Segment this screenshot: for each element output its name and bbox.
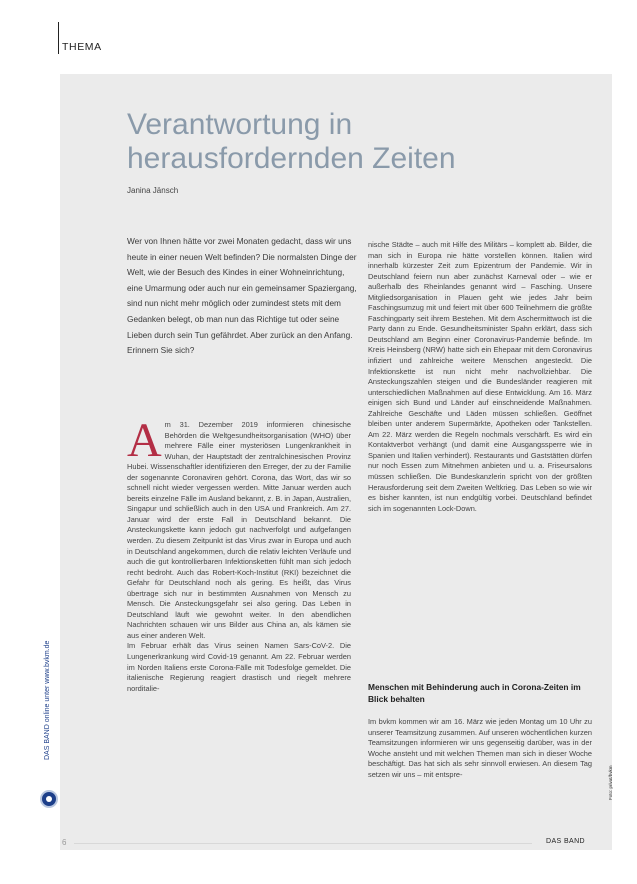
body-paragraph: [127, 414, 351, 641]
body-column-left: [127, 414, 351, 694]
subheading: Menschen mit Behinderung auch in Corona-Zeiten im Blick behalten: [368, 682, 581, 704]
section-label: THEMA: [62, 41, 102, 53]
footer-rule: [74, 843, 532, 844]
online-promo-text: DAS BAND online unter www.bvkm.de: [44, 640, 51, 760]
mouse-icon: [40, 790, 58, 808]
drop-cap: A: [127, 414, 162, 467]
intro-paragraph: Wer von Ihnen hätte vor zwei Monaten gedacht, dass wir uns heute in einer neuen Welt befinden? Die normalsten Dinge der Welt, wie der Besuch des Kindes in einer Wohneinrichtung, eine Umarmung oder auch nur ein gemeinsamer Spaziergang, sind nun nicht mehr möglich oder zumindest stets mit dem Gedanken belegt, ob man nun das Richtige tut oder seine Lieben durch sein Tun gefährdet. Aber zurück an den Anfang. Erinnern Sie sich?: [127, 236, 357, 356]
body-text: m 31. Dezember 2019 informieren chinesische Behörden die Weltgesundheitsorganisation (WHO) über mehrere Fälle einer mysteriösen Lungenkrankheit in Wuhan, der Hauptstadt der zentralchinesischen Provinz Hubei. Wissenschaftler identifizieren den Erreger, der zu der Familie der sogenannte Coronaviren gehört. Corona, das Wort, das wir so schnell nicht wieder vergessen werden. Mitte Januar werden auch bereits einzelne Fälle im Ausland bekannt, z. B. in Japan, Australien, Singapur und schließlich auch in den USA und Frankreich. Am 27. Januar wird der erste Fall in Deutschland bekannt. Die Ansteckungskette kann jedoch gut nachverfolgt und aufgefangen werden. Zu diesem Zeitpunkt ist das Virus zwar in Europa und auch in Deutschland angekommen, durch die relativ leichten Verläufe und auch die gut kontrollierbaren Infektionsketten fühlt man sich jedoch recht bedroht. Auch das Robert-Koch-Institut (RKI) bezeichnet die Gefahr für Deutschland noch als gering. Es heißt, das Virus übertrage sich nur in bestimmten Ausnahmen von Mensch zu Mensch. Die Ansteckungsgefahr sei also gering. Das Leben in Deutschland läuft wie gewohnt weiter. In den abendlichen Nachrichten schauen wir uns Bilder aus China an, als kämen sie aus einer anderen Welt.: [127, 420, 351, 640]
page-number: 6: [62, 838, 67, 847]
article-title: [127, 108, 597, 176]
title-line-2: herausfordernden Zeiten: [127, 142, 456, 175]
magazine-name: DAS BAND: [546, 838, 585, 845]
intro-text: [127, 234, 359, 359]
header-rule: [58, 22, 59, 54]
body-column-right-continued: [368, 717, 592, 780]
author: Janina Jänsch: [127, 186, 179, 195]
title-line-1: Verantwortung in: [127, 108, 353, 141]
photo-credit: Foto: privat/bvkm: [608, 765, 613, 800]
body-column-right: [368, 240, 592, 514]
body-paragraph: nische Städte – auch mit Hilfe des Militärs – komplett ab. Bilder, die man sich in Europa nie hätte vorstellen können. Italien wird innerhalb kürzester Zeit zum Epizentrum der Pandemie. Wir in Deutschland feiern nun aber zunächst Karneval oder – wie er außerhalb des Rheinlandes genannt wird – Fasching. Unsere Mitgliedsorganisation in Plauen geht wie jedes Jahr beim Faschingsumzug mit und feiert mit über 600 Teilnehmern die größte Faschingparty seit ihrem Bestehen. Mit dem Aschermittwoch ist die Party dann zu Ende. Gesundheitsminister Spahn erklärt, dass sich Deutschland am Beginn einer Coronavirus-Pandemie befinde. Im Kreis Heinsberg (NRW) hatte sich ein Ehepaar mit dem Coronavirus infiziert und zahlreiche weitere Menschen angesteckt. Die Infektionskette ist nun nicht mehr nachvollziehbar. Die Ansteckungszahlen steigen und die Bundesländer reagieren mit unterschiedlichen Maßnahmen auf diese Entwicklung. Am 16. März einigen sich Bund und Länder auf einschneidende Maßnahmen. Zahlreiche Geschäfte und Läden müssen schließen. Geöffnet bleiben unter anderem Supermärkte, Apotheken oder Tankstellen. Am 22. März werden die Regeln nochmals verschärft. Es wird ein Kontaktverbot verhängt (und damit eine Ausgangssperre wie in Spanien und Italien verhindert). Restaurants und Gaststätten dürfen nur noch Essen zum Mitnehmen anbieten und u. a. Friseursalons müssen schließen. Die Bundeskanzlerin spricht von der größten Herausforderung seit dem Zweiten Weltkrieg. Das Leben so wie wir es bisher kannten, ist nun endgültig vorbei. Deutschland befindet sich im sogenannten Lock-Down.: [368, 240, 592, 513]
body-paragraph: Im bvkm kommen wir am 16. März wie jeden Montag um 10 Uhr zu unserer Teamsitzung zusammen. Auf unseren wöchentlichen kurzen Teamsitzungen informieren wir uns gegenseitig darüber, was in der Woche ansteht und mit welchen Themen man sich in dieser Woche beschäftigt. Das hat sich als sehr sinnvoll erwiesen. An diesem Tag setzen wir uns – mit entspre-: [368, 717, 592, 779]
body-paragraph: Im Februar erhält das Virus seinen Namen Sars-CoV-2. Die Lungenerkrankung wird Covid-19 genannt. Am 22. Februar werden im Norden Italiens erste Corona-Fälle mit Todesfolge gemeldet. Die italienische Regierung reagiert drastisch und riegelt mehrere norditalie-: [127, 641, 351, 693]
